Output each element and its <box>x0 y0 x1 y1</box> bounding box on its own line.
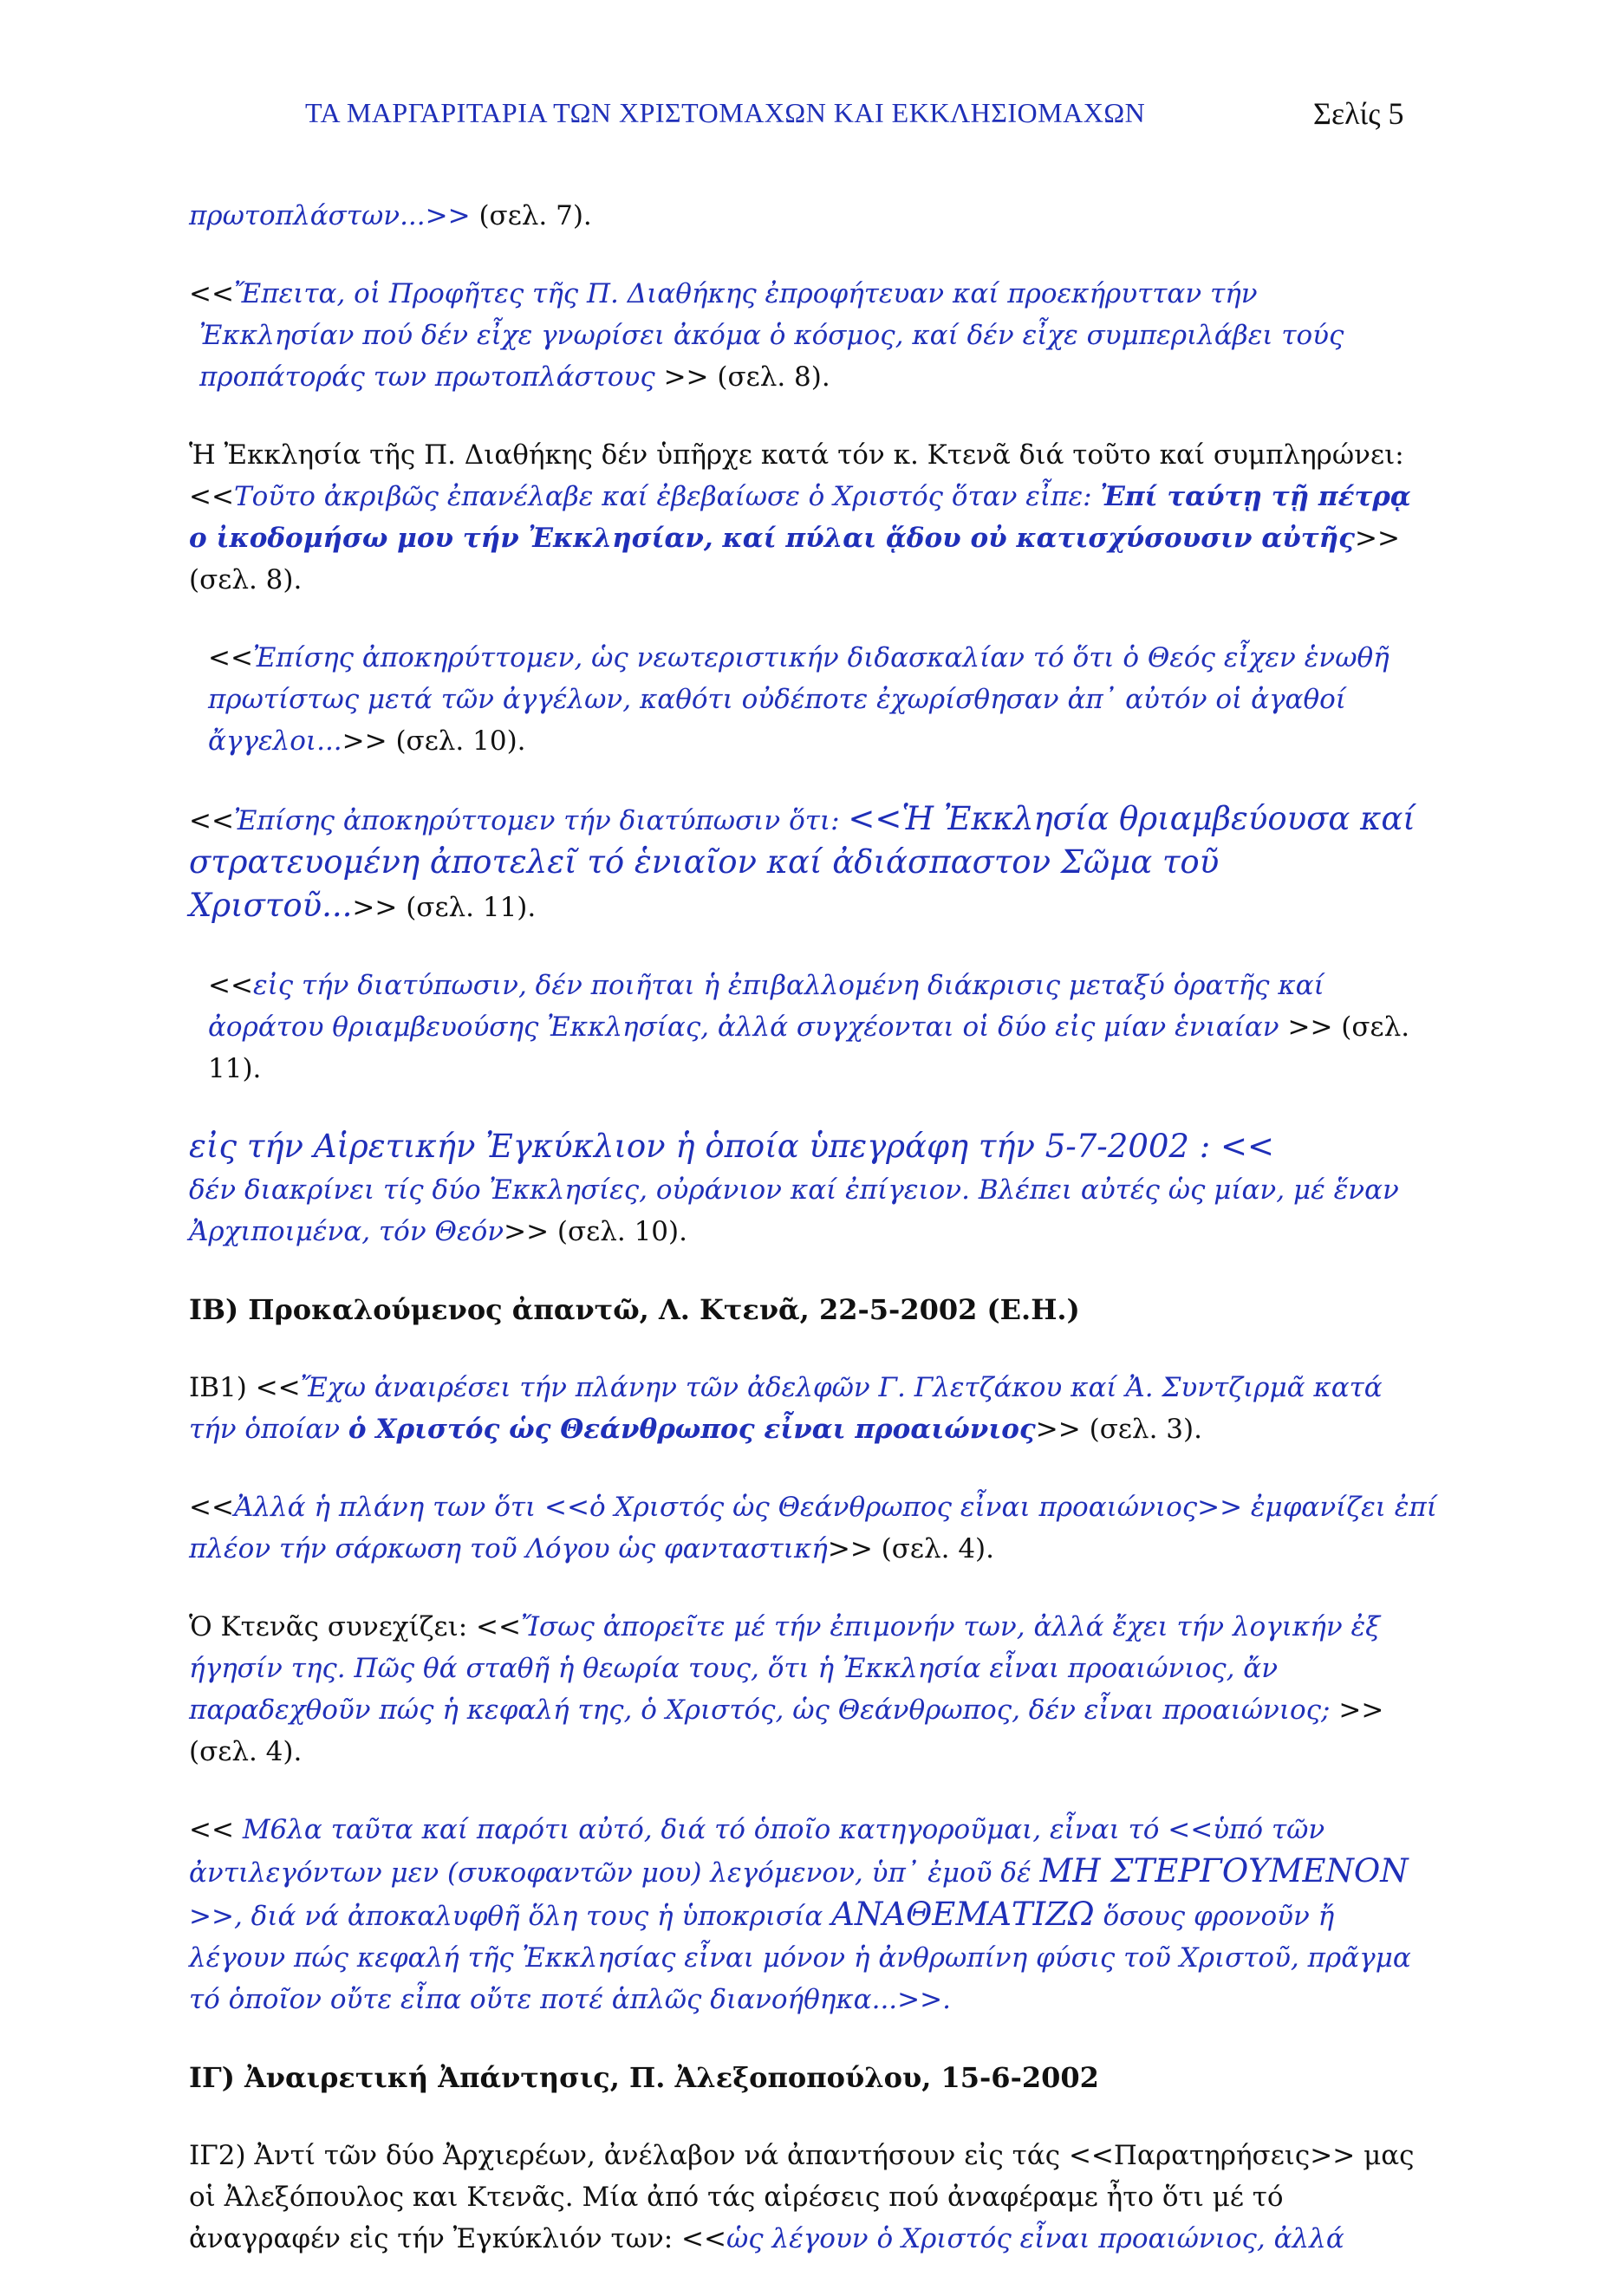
quote: Ἴσως ἀπορεῖτε μέ τήν ἐπιμονήν των, ἀλλά ἔχει τήν λογικήν ἐξ ήγησίν της. Πῶς θά σταθῆ ἡ θεωρία τους, ὅτι ἡ Ἐκκλησία εἶναι προαιώνιος, ἄν παραδεχθοῦν πώς ἡ κεφαλή της, ὁ Χριστός, ὡς Θεάνθρωπος, δέν εἶναι προαιώνιος; <box>189 1611 1381 1726</box>
section-heading-ig: ΙΓ) Ἀναιρετική Ἀπάντησις, Π. Ἀλεξοποπούλου, 15-6-2002 <box>189 2061 1099 2094</box>
quote-part-2: <<Ἡ Ἐκκλησία θριαμβεύουσα καί στρατευομένη ἀποτελεῖ τό ἑνιαῖον καί ἀδιάσπαστον Σῶμα τοῦ Χριστοῦ... <box>189 800 1416 924</box>
quote-part-3: ὅσους φρονοῦν ἤ λέγουν πώς κεφαλή τῆς Ἐκκλησίας εἶναι μόνον ἡ ἀνθρωπίνη φύσις τοῦ Χριστοῦ, πρᾶγμα τό ὁποῖον οὔτε εἶπα οὔτε ποτέ ἁπλῶς διανοήθηκα...>>. <box>189 1901 1411 2015</box>
running-header-title: ΤΑ ΜΑΡΓΑΡΙΤΑΡΙΑ ΤΩΝ ΧΡΙΣΤΟΜΑΧΩΝ ΚΑΙ ΕΚΚΛΗΣΙΟΜΑΧΩΝ <box>305 97 1146 128</box>
intro-text: Ἡ Ἐκκλησία τῆς Π. Διαθήκης δέν ὑπῆρχε κατά τόν κ. Κτενᾶ διά τοῦτο καί συμπληρώνει: <box>189 439 1404 471</box>
paragraph-3 <box>189 434 1437 601</box>
quote-open: << <box>208 642 253 673</box>
paragraph-2 <box>189 273 1437 398</box>
page-reference: >> (σελ. 10). <box>504 1216 687 1247</box>
quote-part-1: Μ6λα ταῦτα καί παρότι αὐτό, διά τό ὁποῖο κατηγοροῦμαι, εἶναι τό <<ὑπό τῶν ἀντιλεγόντων μεν (συκοφαντῶν μου) λεγόμενον, ὑπ᾽ ἐμοῦ δέ <box>189 1814 1325 1889</box>
paragraph-8 <box>189 1367 1437 1450</box>
page-reference: >> (σελ. 11). <box>352 892 537 923</box>
paragraph-9 <box>189 1486 1437 1570</box>
paragraph-7 <box>189 1126 1437 1252</box>
page-reference: >> (σελ. 10). <box>342 725 526 757</box>
page-reference: >> (σελ. 11). <box>208 1011 1410 1084</box>
page-reference: >> (σελ. 8). <box>654 361 830 393</box>
page-reference: >> (σελ. 3). <box>1035 1414 1202 1445</box>
quote-line-3: προπάτοράς των πρωτοπλάστους <box>199 361 655 393</box>
paragraph-10 <box>189 1606 1437 1772</box>
quote: Τοῦτο ἀκριβῶς ἐπανέλαβε καί ἐβεβαίωσε ὁ Χριστός ὅταν εἶπε: <box>233 481 1101 512</box>
section-heading-ib: ΙΒ) Προκαλούμενος ἀπαντῶ, Λ. Κτενᾶ, 22-5-2002 (Ε.Η.) <box>189 1293 1080 1326</box>
quote-open: << <box>189 278 234 309</box>
quote-open: << <box>189 805 234 836</box>
quote-bold: ὁ Χριστός ὡς Θεάνθρωπος εἶναι προαιώνιος <box>348 1414 1036 1445</box>
paragraph-1 <box>189 195 1437 237</box>
page-reference: >> (σελ. 4). <box>189 1694 1384 1767</box>
paragraph-11 <box>189 1809 1437 2020</box>
document-body <box>189 195 1437 2296</box>
page-reference: >> (σελ. 8). <box>189 523 1400 595</box>
quote: Ἐπίσης ἀποκηρύττομεν, ὡς νεωτεριστικήν διδασκαλίαν τό ὅτι ὁ Θεός εἶχεν ἑνωθῆ πρωτίστως μετά τῶν ἀγγέλων, καθότι οὐδέποτε ἐχωρίσθησαν ἀπ᾽ αὐτόν οἱ ἀγαθοί ἄγγελοι... <box>208 642 1389 757</box>
quote-open: << <box>208 970 253 1001</box>
quote: Ἔχω ἀναιρέσει τήν πλάνην τῶν ἀδελφῶν Γ. Γλετζάκου καί Ἀ. Συντζιρμᾶ κατά τήν ὁποίαν <box>189 1372 1383 1445</box>
quote-line-2: Ἐκκλησίαν πού δέν εἶχε γνωρίσει ἀκόμα ὁ κόσμος, καί δέν εἶχε συμπεριλάβει τούς <box>199 320 1344 351</box>
encyclical-line: εἰς τήν Αἱρετικήν Ἐγκύκλιον ἡ ὁποία ὑπεγράφη τήν 5-7-2002 : << <box>189 1128 1274 1165</box>
quote-open: << <box>189 1814 243 1845</box>
page-reference: >> (σελ. 4). <box>827 1533 994 1564</box>
quote: Ἀλλά ἡ πλάνη των ὅτι <<ὁ Χριστός ὡς Θεάνθρωπος εἶναι προαιώνιος>> ἐμφανίζει ἐπί πλέον τήν σάρκωση τοῦ Λόγου ὡς φανταστική <box>189 1492 1437 1564</box>
quote-open: << <box>189 1492 234 1523</box>
item-lead: ΙΒ1) << <box>189 1372 301 1403</box>
caps-phrase-1: ΜΗ ΣΤΕΡΓΟΥΜΕΝΟΝ <box>1039 1852 1409 1889</box>
quote-open: << <box>189 481 234 512</box>
body-text: ΙΓ2) Ἀντί τῶν δύο Ἀρχιερέων, ἀνέλαβον νά ἀπαντήσουν εἰς τάς <<Παρατηρήσεις>> μας οἱ Ἀλεξόπουλος και Κτενᾶς. Μία ἀπό τάς αἱρέσεις πού ἀναφέραμε ἦτο ὅτι μέ τό ἀναγραφέν εἰς τήν Ἐγκύκλιόν των: << <box>189 2140 1415 2254</box>
quote: δέν διακρίνει τίς δύο Ἐκκλησίες, οὐράνιον καί ἐπίγειον. Βλέπει αὐτές ὡς μίαν, μέ ἕναν Ἀρχιποιμένα, τόν Θεόν <box>189 1174 1399 1247</box>
quote-part-1: Ἐπίσης ἀποκηρύττομεν τήν διατύπωσιν ὅτι: <box>233 805 849 836</box>
page-reference: (σελ. 7). <box>470 200 592 231</box>
paragraph-12 <box>189 2135 1437 2260</box>
quote-part-2: >>, διά νά ἀποκαλυφθῆ ὅλη τους ἡ ὑποκρισία <box>189 1901 832 1932</box>
paragraph-6 <box>189 965 1437 1089</box>
quote: εἰς τήν διατύπωσιν, δέν ποιῆται ἡ ἐπιβαλλομένη διάκρισις μεταξύ ὁρατῆς καί ἀοράτου θριαμβευούσης Ἐκκλησίας, ἀλλά συγχέονται οἱ δύο εἰς μίαν ἑνιαίαν <box>208 970 1324 1043</box>
quote: πρωτοπλάστων...>> <box>189 200 471 231</box>
paragraph-5 <box>189 798 1437 928</box>
caps-phrase-2: ΑΝΑΘΕΜΑΤΙΖΩ <box>831 1896 1095 1933</box>
quote-line-1: Ἔπειτα, οἱ Προφῆτες τῆς Π. Διαθήκης ἐπροφήτευαν καί προεκήρυτταν τήν <box>233 278 1258 309</box>
intro-text: Ὁ Κτενᾶς συνεχίζει: << <box>189 1611 521 1642</box>
scripture-quote: Ἐπί ταύτῃ τῇ πέτρᾳ ο ἰκοδομήσω μου τήν Ἐκκλησίαν, καί πύλαι ᾅδου οὐ κατισχύσουσιν αὐτῆς <box>189 481 1411 554</box>
paragraph-4 <box>189 637 1437 762</box>
page-number: Σελίς 5 <box>1313 96 1404 131</box>
quote: ὡς λέγουν ὁ Χριστός εἶναι προαιώνιος, ἀλλά <box>726 2223 1344 2254</box>
